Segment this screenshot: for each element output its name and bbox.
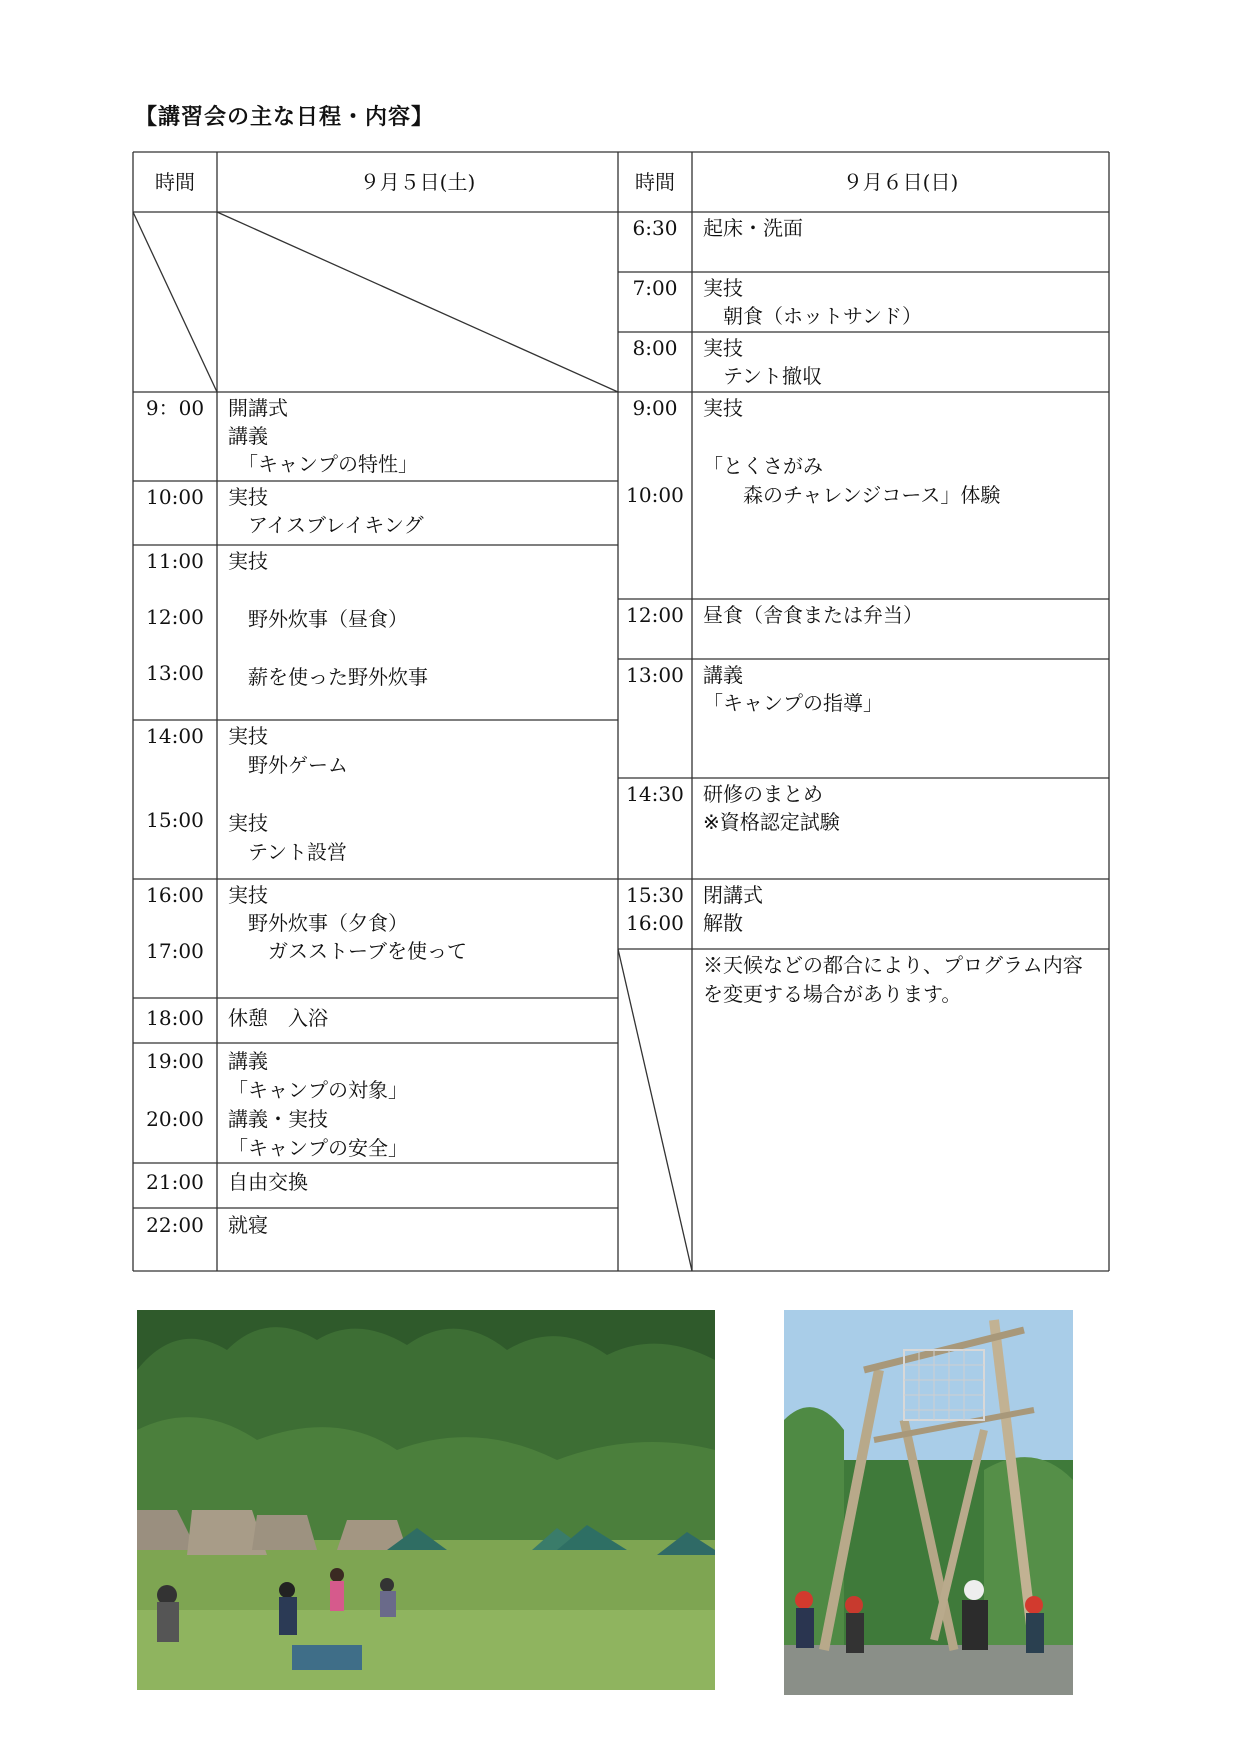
time-label: 11:00	[146, 549, 204, 573]
campsite-photo	[137, 1310, 715, 1690]
time-label: 15:00	[146, 808, 204, 832]
time-label: 12:00	[626, 603, 684, 627]
time-label: 9：00	[145, 396, 205, 420]
day1-time	[133, 1004, 217, 1032]
time-label: 15:30	[626, 883, 684, 907]
day1-time	[133, 1168, 217, 1196]
day2-time	[618, 274, 692, 302]
day1-content: 休憩 入浴	[228, 1006, 328, 1030]
time-label: 10:00	[146, 485, 204, 509]
day1-time	[133, 722, 217, 834]
time-label: 14:30	[626, 782, 684, 806]
time-label: 12:00	[146, 605, 204, 629]
day2-time	[618, 780, 692, 808]
day1-time	[133, 881, 217, 965]
day2-time	[618, 394, 692, 510]
day2-time	[618, 214, 692, 242]
time-label: 18:00	[146, 1006, 204, 1030]
schedule-note: ※天候などの都合により、プログラム内容 を変更する場合があります。	[703, 953, 1083, 1006]
time-label: 16:00	[626, 911, 684, 935]
time-label: 20:00	[146, 1107, 204, 1131]
day1-content: 講義 「キャンプの対象」 講義・実技 「キャンプの安全」	[228, 1049, 408, 1160]
day1-content: 実技 野外炊事（昼食） 薪を使った野外炊事	[228, 549, 428, 689]
day2-time	[618, 601, 692, 629]
header-time-left: 時間	[155, 170, 195, 194]
time-label: 22:00	[146, 1213, 204, 1237]
day2-content: 実技 朝食（ホットサンド）	[703, 276, 922, 328]
day1-content: 実技 野外炊事（夕食） ガスストーブを使って	[228, 883, 467, 963]
day2-content: 閉講式 解散	[703, 883, 763, 935]
day2-content: 実技 テント撤収	[703, 336, 822, 388]
day1-time	[133, 1047, 217, 1134]
header-day1: ９月５日(土)	[359, 170, 476, 194]
day2-content: 起床・洗面	[703, 216, 803, 240]
day1-content: 実技 野外ゲーム 実技 テント設営	[228, 724, 348, 864]
day2-time	[618, 334, 692, 362]
header-day2: ９月６日(日)	[842, 170, 959, 194]
header-time-right: 時間	[635, 170, 675, 194]
day2-content: 研修のまとめ ※資格認定試験	[703, 782, 840, 834]
day1-content: 開講式 講義 「キャンプの特性」	[228, 396, 418, 476]
day1-time	[133, 547, 217, 687]
page-title: 【講習会の主な日程・内容】	[135, 105, 435, 130]
time-label: 8:00	[632, 336, 678, 360]
day1-content: 実技 アイスブレイキング	[228, 485, 424, 537]
tower-photo	[784, 1310, 1073, 1695]
day1-time	[133, 394, 217, 422]
day2-content: 昼食（舎食または弁当）	[703, 603, 923, 627]
time-label: 9:00	[632, 396, 678, 420]
time-label: 7:00	[632, 276, 678, 300]
day1-content: 就寝	[228, 1213, 268, 1237]
day2-time	[618, 881, 692, 937]
time-label: 13:00	[626, 663, 684, 687]
time-label: 13:00	[146, 661, 204, 685]
day1-time	[133, 1211, 217, 1239]
time-label: 10:00	[626, 483, 684, 507]
time-label: 19:00	[146, 1049, 204, 1073]
time-label: 14:00	[146, 724, 204, 748]
day1-content: 自由交換	[228, 1170, 308, 1194]
day1-time	[133, 483, 217, 511]
time-label: 6:30	[632, 216, 678, 240]
day2-content: 実技 「とくさがみ 森のチャレンジコース」体験	[703, 396, 1001, 507]
time-label: 21:00	[146, 1170, 204, 1194]
time-label: 17:00	[146, 939, 204, 963]
day2-time	[618, 661, 692, 689]
day2-content: 講義 「キャンプの指導」	[703, 663, 883, 715]
time-label: 16:00	[146, 883, 204, 907]
